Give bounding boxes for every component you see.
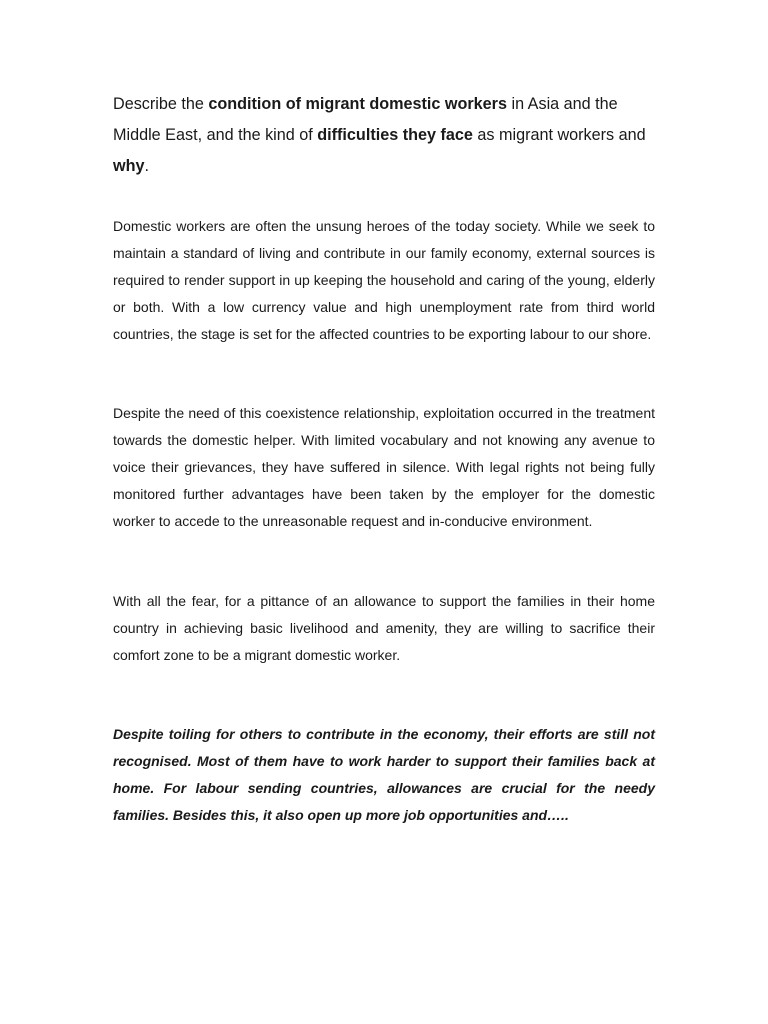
paragraph-exploitation: Despite the need of this coexistence relationship, exploitation occurred in the treatment towards the domestic helper. With limited vocabulary and not knowing any avenue to voice their grievances, they have suffered in silence. With legal rights not being fully monitored further advantages have been taken by the employer for the domestic worker to accede to the unreasonable request and in-conducive environment. (113, 405, 655, 529)
question-text-4: . (144, 157, 149, 175)
essay-question (113, 89, 658, 182)
question-emphasis-condition: condition of migrant domestic workers (208, 95, 507, 113)
question-text-1: Describe the (113, 95, 209, 113)
paragraph-conclusion: Despite toiling for others to contribute in the economy, their efforts are still not recognised. Most of them have to work harder to support their families back at home. For labour sending countries, allowances are crucial for the needy families. Besides this, it also open up more job opportunities and….. (113, 726, 655, 823)
question-text-3: as migrant workers and (472, 126, 646, 144)
paragraph-intro: Domestic workers are often the unsung heroes of the today society. While we seek to maintain a standard of living and contribute in our family economy, external sources is required to render support in up keeping the household and caring of the young, elderly or both. With a low currency value and high unemployment rate from third world countries, the stage is set for the affected countries to be exporting labour to our shore. (113, 218, 655, 342)
question-emphasis-why: why (113, 157, 145, 175)
paragraph-sacrifice: With all the fear, for a pittance of an allowance to support the families in their home country in achieving basic livelihood and amenity, they are willing to sacrifice their comfort zone to be a migrant domestic worker. (113, 593, 655, 663)
question-emphasis-difficulties: difficulties they face (317, 126, 473, 144)
question-text-2: in Asia and the Middle East, and the kind of (113, 95, 618, 144)
